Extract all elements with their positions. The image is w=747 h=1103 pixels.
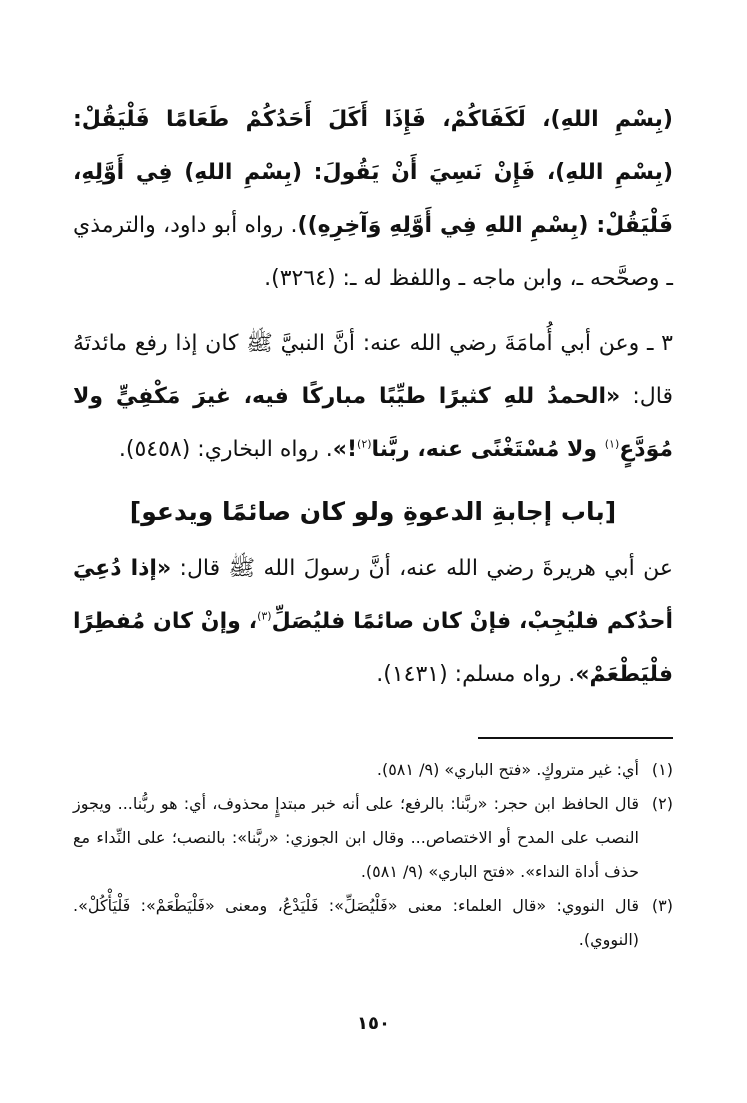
hadith-text-quote: «الحمدُ للهِ كثيرًا طيِّبًا مباركًا فيه، غيرَ مَكْفِيٍّ ولا مُوَدَّعٍ xyxy=(73,384,673,462)
hadith-intro: ٣ ـ وعن أبي أُمامَةَ رضي الله عنه: أنَّ النبيَّ ﷺ كان إذا رفع مائدتَهُ قال: xyxy=(73,331,673,409)
hadith-text-quote: ولا مُسْتَغْنًى عنه، ربَّنا xyxy=(371,437,605,462)
hadith-text-quote: ، وإنْ كان مُفطِرًا فلْيَطْعَمْ» xyxy=(73,609,673,687)
page-number: ١٥٠ xyxy=(357,1013,390,1034)
main-text xyxy=(73,93,673,701)
footnote-divider xyxy=(478,737,673,739)
hadith-text-quote: «إذا دُعِيَ أحدُكم فليُجِبْ، فإنْ كان صائمًا فليُصَلِّ xyxy=(73,556,673,634)
hadith-paragraph-3 xyxy=(73,542,673,701)
footnote xyxy=(73,787,673,889)
footnote xyxy=(73,889,673,957)
footnote-marker-2: (٢) xyxy=(357,437,372,451)
hadith-source: . رواه مسلم: (١٤٣١). xyxy=(376,662,576,687)
hadith-text-quote: !» xyxy=(332,437,358,462)
footnote-text: أي: غير متروكٍ. «فتح الباري» (٩/ ٥٨١). xyxy=(376,760,639,779)
hadith-text-quote: (بِسْمِ اللهِ)، لَكَفَاكُمْ، فَإِذَا أَكَلَ أَحَدُكُمْ طَعَامًا فَلْيَقُلْ: (بِسْمِ اللهِ)، فَإِنْ نَسِيَ أَنْ يَقُولَ: (بِسْمِ اللهِ) فِي أَوَّلِهِ، فَلْيَقُلْ: (بِسْمِ اللهِ فِي أَوَّلِهِ وَآخِرِهِ)) xyxy=(73,107,674,238)
hadith-source: . رواه أبو داود، والترمذي ـ وصحَّحه ـ، وابن ماجه ـ واللفظ له ـ: (٣٢٦٤). xyxy=(73,213,673,291)
hadith-intro: عن أبي هريرةَ رضي الله عنه، أنَّ رسولَ الله ﷺ قال: xyxy=(171,556,673,581)
hadith-source: . رواه البخاري: (٥٤٥٨). xyxy=(118,437,333,462)
footnote-marker-1: (١) xyxy=(604,437,620,451)
chapter-heading: [باب إجابةِ الدعوةِ ولو كان صائمًا ويدعو] xyxy=(129,497,617,526)
footnote-number: (١) xyxy=(651,760,673,779)
footnote-text: قال النووي: «قال العلماء: معنى «فَلْيُصَلِّ»: فَلْيَدْعُ، ومعنى «فَلْيَطْعَمْ»: فَلْيَأْكُلْ». (النووي). xyxy=(73,896,639,949)
footnote-marker-3: (٣) xyxy=(257,609,272,623)
hadith-paragraph-2 xyxy=(73,317,673,476)
hadith-paragraph-1 xyxy=(73,93,673,305)
footnote-number: (٣) xyxy=(651,896,673,915)
footnote-text: قال الحافظ ابن حجر: «ربَّنا: بالرفع؛ على أنه خبر مبتدإٍ محذوف، أي: هو ربُّنا... ويجوز النصب على المدح أو الاختصاص... وقال ابن الجوزي: «ربَّنا»: بالنصب؛ على النِّداء مع حذف أداة النداء». «فتح الباري» (٩/ ٥٨١). xyxy=(73,794,639,881)
footnotes xyxy=(73,753,673,957)
footnote xyxy=(73,753,673,787)
footnote-number: (٢) xyxy=(651,794,673,813)
